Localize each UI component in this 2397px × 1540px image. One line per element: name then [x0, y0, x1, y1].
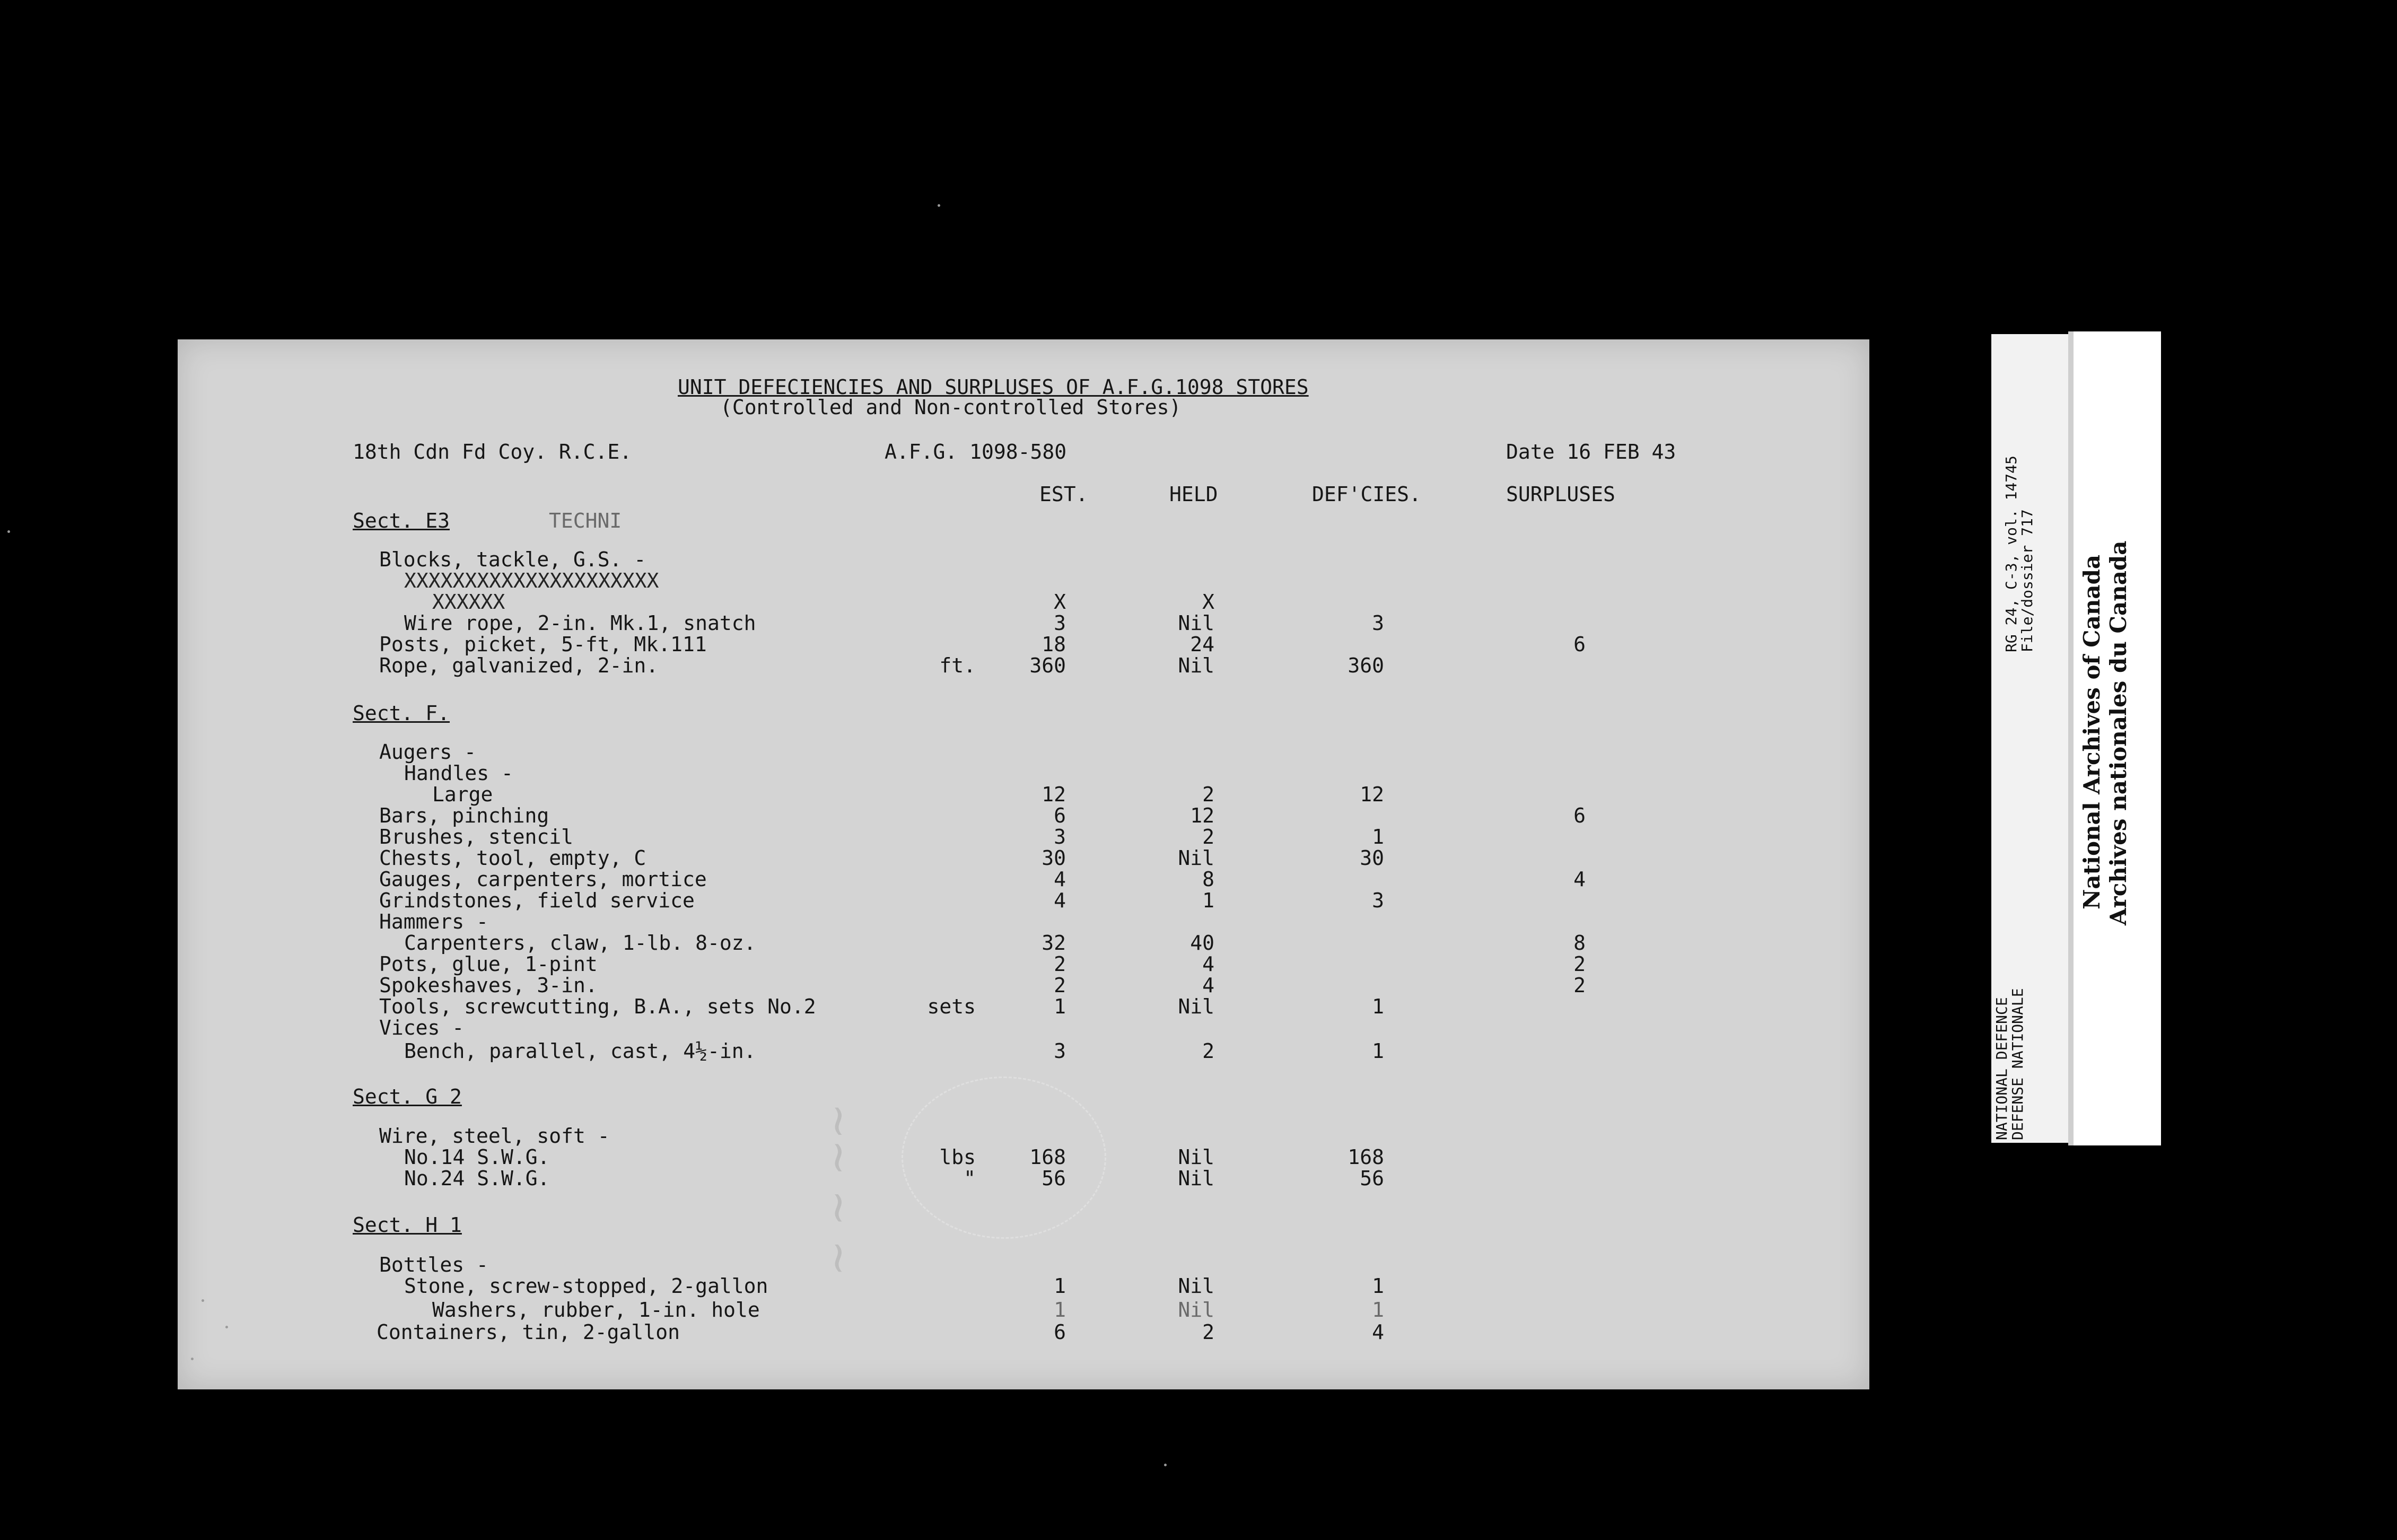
speck — [1164, 1464, 1167, 1466]
column-header-surpluses: SURPLUSES — [1506, 483, 1615, 506]
item-description: Posts, picket, 5-ft, Mk.111 — [379, 633, 707, 656]
held-value: Nil — [1178, 1145, 1214, 1169]
deficiency-value: 360 — [1348, 654, 1384, 677]
surplus-value: 6 — [1573, 804, 1586, 827]
held-value: 4 — [1202, 974, 1214, 997]
held-value: Nil — [1178, 1167, 1214, 1190]
est-value: 30 — [1042, 846, 1066, 870]
archive-name-french: Archives nationales du Canada — [2105, 540, 2131, 925]
department-line1: NATIONAL DEFENCE — [1993, 997, 2010, 1140]
held-value: Nil — [1178, 846, 1214, 870]
est-value: 12 — [1042, 783, 1066, 806]
deficiency-value: 56 — [1360, 1167, 1384, 1190]
est-value: 1 — [1054, 1298, 1066, 1322]
held-value: 24 — [1190, 633, 1214, 656]
est-value: 4 — [1054, 889, 1066, 912]
section-heading: Sect. G 2 — [353, 1085, 462, 1108]
item-description: Carpenters, claw, 1-lb. 8-oz. — [404, 931, 756, 955]
est-value: 3 — [1054, 611, 1066, 635]
held-value: Nil — [1178, 1274, 1214, 1298]
faint-handwriting: ~~ ~ ~ — [814, 1103, 864, 1276]
est-value: 3 — [1054, 1039, 1066, 1063]
held-value: 40 — [1190, 931, 1214, 955]
surplus-value: 8 — [1573, 931, 1586, 955]
speck — [191, 1358, 194, 1360]
column-header-held: HELD — [1169, 483, 1218, 506]
faint-text: TECHNI — [549, 509, 622, 532]
item-unit: ft. — [939, 654, 976, 677]
est-value: 168 — [1029, 1145, 1066, 1169]
unit-name: 18th Cdn Fd Coy. R.C.E. — [353, 440, 632, 463]
item-description: No.14 S.W.G. — [404, 1145, 550, 1169]
column-header-deficiencies: DEF'CIES. — [1312, 483, 1421, 506]
est-value: 6 — [1054, 1320, 1066, 1344]
item-description: Containers, tin, 2-gallon — [377, 1320, 680, 1344]
held-value: 2 — [1202, 783, 1214, 806]
item-description: Bottles - — [379, 1253, 488, 1276]
held-value: 12 — [1190, 804, 1214, 827]
est-value: 1 — [1054, 995, 1066, 1018]
document-title: UNIT DEFECIENCIES AND SURPLUSES OF A.F.G.1098 STORES — [678, 375, 1309, 399]
surplus-value: 2 — [1573, 952, 1586, 976]
deficiency-value: 168 — [1348, 1145, 1384, 1169]
item-description: Grindstones, field service — [379, 889, 695, 912]
item-description: Bench, parallel, cast, 4½-in. — [404, 1039, 756, 1063]
deficiency-value: 30 — [1360, 846, 1384, 870]
deficiency-value: 1 — [1372, 1298, 1384, 1322]
speck — [202, 1299, 204, 1302]
held-value: Nil — [1178, 995, 1214, 1018]
item-description: Gauges, carpenters, mortice — [379, 868, 707, 891]
archive-reference-line2: File/dossier 717 — [2018, 509, 2036, 652]
held-value: Nil — [1178, 654, 1214, 677]
item-description: Hammers - — [379, 910, 488, 933]
archive-reference-line1: RG 24, C-3, vol. 14745 — [2002, 456, 2020, 652]
deficiency-value: 1 — [1372, 1274, 1384, 1298]
held-value: 1 — [1202, 889, 1214, 912]
est-value: 1 — [1054, 1274, 1066, 1298]
held-value: X — [1202, 590, 1214, 614]
held-value: 4 — [1202, 952, 1214, 976]
deficiency-value: 1 — [1372, 825, 1384, 848]
surplus-value: 6 — [1573, 633, 1586, 656]
est-value: 32 — [1042, 931, 1066, 955]
deficiency-value: 1 — [1372, 995, 1384, 1018]
est-value: 2 — [1054, 952, 1066, 976]
document-subtitle: (Controlled and Non-controlled Stores) — [720, 396, 1182, 419]
item-description: No.24 S.W.G. — [404, 1167, 550, 1190]
speck — [7, 530, 10, 533]
deficiency-value: 1 — [1372, 1039, 1384, 1063]
section-heading: Sect. H 1 — [353, 1213, 462, 1237]
item-description: Tools, screwcutting, B.A., sets No.2 — [379, 995, 816, 1018]
held-value: 2 — [1202, 825, 1214, 848]
item-description: Blocks, tackle, G.S. - — [379, 548, 646, 571]
item-description: XXXXXX — [432, 590, 505, 614]
section-heading: Sect. E3 — [353, 509, 450, 532]
document-date: Date 16 FEB 43 — [1506, 440, 1676, 463]
held-value: 2 — [1202, 1320, 1214, 1344]
est-value: 56 — [1042, 1167, 1066, 1190]
deficiency-value: 3 — [1372, 611, 1384, 635]
form-number: A.F.G. 1098-580 — [885, 440, 1067, 463]
held-value: 8 — [1202, 868, 1214, 891]
section-heading: Sect. F. — [353, 702, 450, 725]
deficiency-value: 4 — [1372, 1320, 1384, 1344]
surplus-value: 2 — [1573, 974, 1586, 997]
item-description: Bars, pinching — [379, 804, 549, 827]
surplus-value: 4 — [1573, 868, 1586, 891]
department-line2: DEFENSE NATIONALE — [2009, 988, 2026, 1140]
est-value: 2 — [1054, 974, 1066, 997]
item-description: Handles - — [404, 762, 513, 785]
item-description: Wire, steel, soft - — [379, 1124, 610, 1148]
est-value: 6 — [1054, 804, 1066, 827]
deficiency-value: 12 — [1360, 783, 1384, 806]
archive-name-english: National Archives of Canada — [2079, 554, 2105, 909]
item-description: Chests, tool, empty, C — [379, 846, 646, 870]
item-description: Augers - — [379, 740, 477, 764]
item-unit: sets — [927, 995, 976, 1018]
column-header-est: EST. — [1039, 483, 1088, 506]
item-description: Washers, rubber, 1-in. hole — [432, 1298, 760, 1322]
item-description: Spokeshaves, 3-in. — [379, 974, 598, 997]
item-description: Brushes, stencil — [379, 825, 574, 848]
est-value: 18 — [1042, 633, 1066, 656]
item-description: XXXXXXXXXXXXXXXXXXXXX — [404, 569, 659, 592]
speck — [938, 204, 940, 207]
est-value: 3 — [1054, 825, 1066, 848]
item-unit: " — [964, 1167, 976, 1190]
item-description: Vices - — [379, 1016, 465, 1039]
held-value: Nil — [1178, 611, 1214, 635]
deficiency-value: 3 — [1372, 889, 1384, 912]
item-description: Pots, glue, 1-pint — [379, 952, 598, 976]
item-unit: lbs — [939, 1145, 976, 1169]
item-description: Large — [432, 783, 493, 806]
est-value: 4 — [1054, 868, 1066, 891]
est-value: 360 — [1029, 654, 1066, 677]
est-value: X — [1054, 590, 1066, 614]
held-value: Nil — [1178, 1298, 1214, 1322]
speck — [225, 1326, 228, 1328]
held-value: 2 — [1202, 1039, 1214, 1063]
item-description: Stone, screw-stopped, 2-gallon — [404, 1274, 768, 1298]
item-description: Rope, galvanized, 2-in. — [379, 654, 659, 677]
item-description: Wire rope, 2-in. Mk.1, snatch — [404, 611, 756, 635]
